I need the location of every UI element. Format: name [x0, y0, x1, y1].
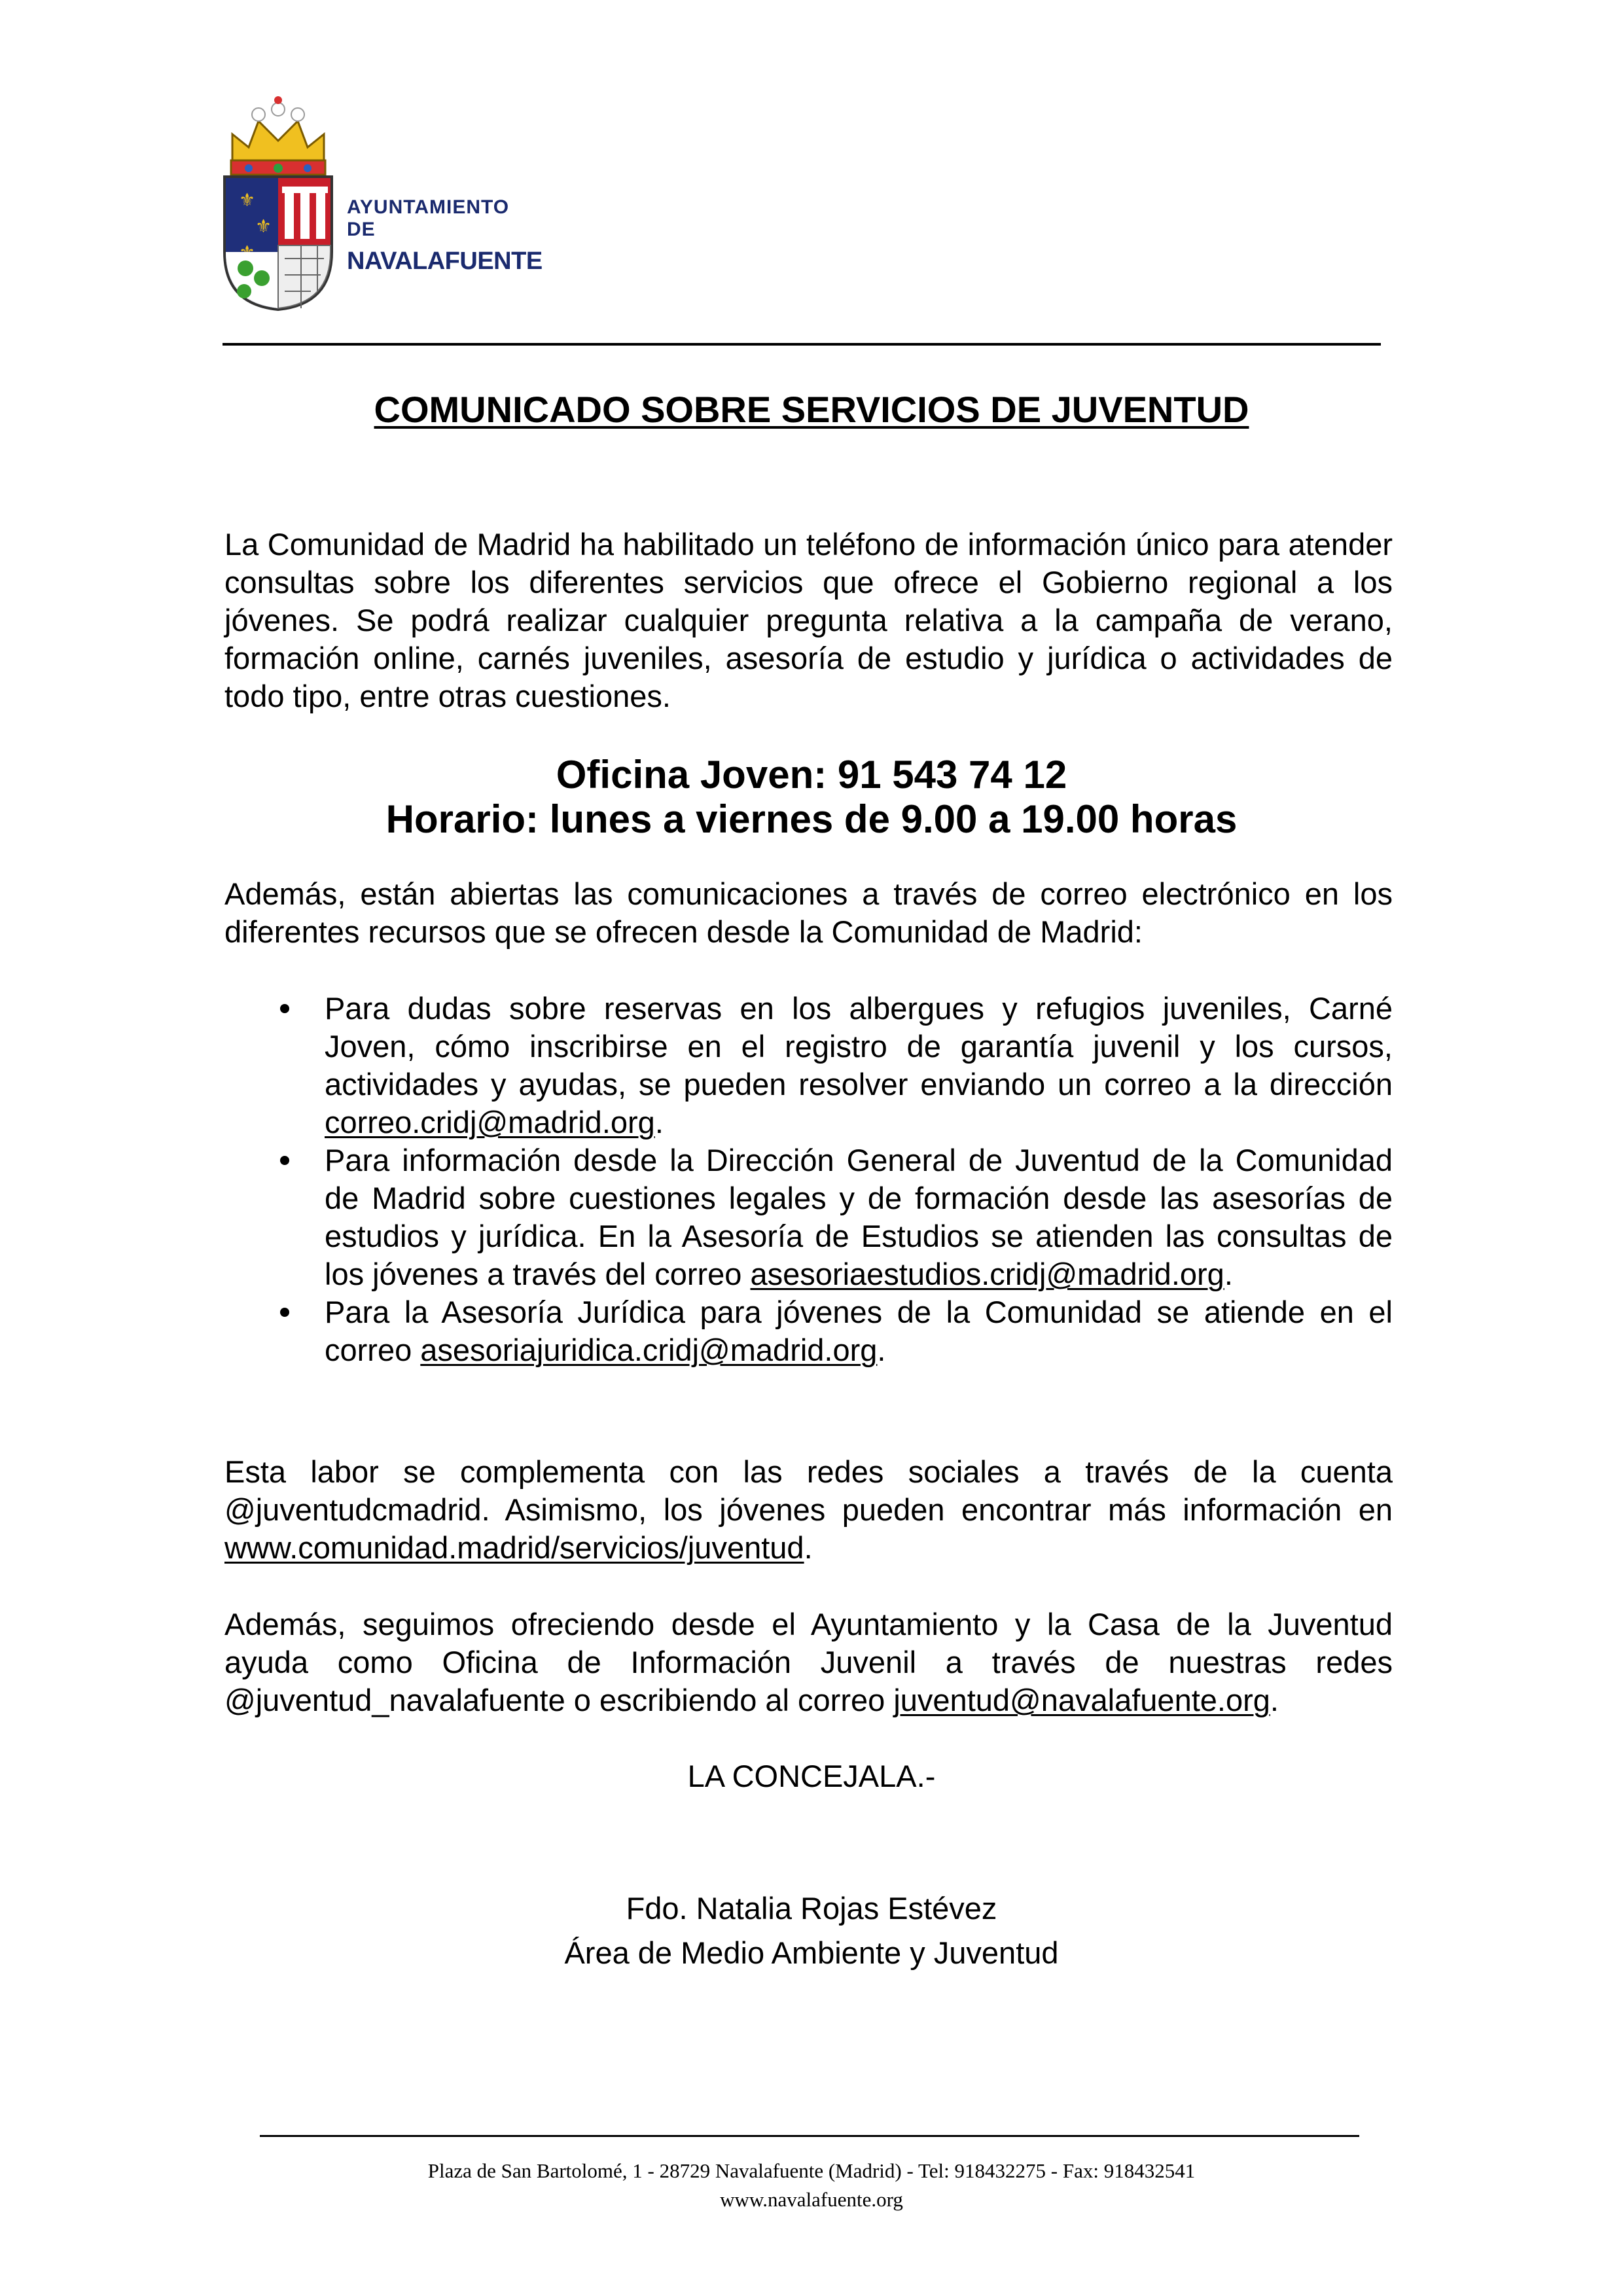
email-link-navalafuente[interactable]: juventud@navalafuente.org	[893, 1683, 1270, 1717]
contact-highlight	[0, 753, 1623, 842]
hours-line: Horario: lunes a viernes de 9.00 a 19.00 horas	[385, 797, 1238, 841]
email-intro-paragraph: Además, están abiertas las comunicaciones a través de correo electrónico en los diferentes recursos que se ofrecen desde la Comunidad de Madrid:	[224, 876, 1393, 949]
email-link-cridj[interactable]: correo.cridj@madrid.org	[325, 1105, 655, 1139]
bullet-icon	[280, 1004, 289, 1013]
list-item-punct: .	[877, 1333, 886, 1367]
footer-divider	[260, 2135, 1359, 2137]
logo-text	[347, 196, 543, 276]
bullet-icon	[280, 1308, 289, 1317]
email-link-asesoria-estudios[interactable]: asesoriaestudios.cridj@madrid.org	[750, 1257, 1224, 1291]
svg-text:⚜: ⚜	[255, 215, 272, 237]
intro-paragraph: La Comunidad de Madrid ha habilitado un teléfono de información único para atender consultas sobre los diferentes servicios que ofrece el Gobierno regional a los jóvenes. Se podrá realizar cualquier pregunta relativa a la campaña de verano, formación online, carnés juveniles, asesoría de estudio y jurídica o actividades de todo tipo, entre otras cuestiones.	[224, 527, 1393, 713]
phone-line: Oficina Joven: 91 543 74 12	[556, 753, 1067, 797]
header-divider	[223, 343, 1381, 346]
svg-text:⚜: ⚜	[239, 189, 256, 211]
signature-department: Área de Medio Ambiente y Juventud	[564, 1935, 1059, 1970]
coat-of-arms-icon	[219, 95, 337, 311]
footer-website[interactable]: www.navalafuente.org	[720, 2188, 903, 2211]
social-punct: .	[804, 1530, 813, 1565]
social-text: Esta labor se complementa con las redes sociales a través de la cuenta @juventudcmadrid. Asimismo, los jóvenes pueden encontrar más información en	[224, 1454, 1393, 1527]
list-item-punct: .	[654, 1105, 664, 1139]
social-paragraph	[224, 1453, 1393, 1567]
list-item-punct: .	[1224, 1257, 1233, 1291]
municipality-logo	[219, 95, 543, 311]
list-item	[224, 990, 1393, 1141]
list-item-text: Para dudas sobre reservas en los albergues y refugios juveniles, Carné Joven, cómo inscribirse en el registro de garantía juvenil y los cursos, actividades y ayudas, se pueden resolver enviando un correo a la dirección	[325, 991, 1393, 1102]
list-item-text: Para la Asesoría Jurídica para jóvenes de la Comunidad se atiende en el correo	[325, 1295, 1393, 1367]
list-item	[224, 1141, 1393, 1293]
website-link-comunidad[interactable]: www.comunidad.madrid/servicios/juventud	[224, 1530, 804, 1565]
email-resources-list	[224, 990, 1393, 1369]
logo-line1: AYUNTAMIENTO DE	[347, 196, 510, 240]
local-paragraph	[224, 1605, 1393, 1719]
signature-name: Fdo. Natalia Rojas Estévez	[626, 1891, 997, 1926]
list-item-text: Para información desde la Dirección General de Juventud de la Comunidad de Madrid sobre cuestiones legales y de formación desde las asesorías de estudios y jurídica. En la Asesoría de Estudios se atienden las consultas de los jóvenes a través del correo	[325, 1143, 1393, 1291]
document-title-text: COMUNICADO SOBRE SERVICIOS DE JUVENTUD	[374, 389, 1249, 430]
document-title	[0, 388, 1623, 431]
local-punct: .	[1270, 1683, 1279, 1717]
local-text: Además, seguimos ofreciendo desde el Ayuntamiento y la Casa de la Juventud ayuda como Oficina de Información Juvenil a través de nuestras redes @juventud_navalafuente o escribiendo al correo	[224, 1607, 1393, 1717]
footer-address: Plaza de San Bartolomé, 1 - 28729 Navalafuente (Madrid) - Tel: 918432275 - Fax: 918432541	[427, 2159, 1196, 2182]
bullet-icon	[280, 1156, 289, 1165]
list-item	[224, 1293, 1393, 1369]
email-link-asesoria-juridica[interactable]: asesoriajuridica.cridj@madrid.org	[420, 1333, 878, 1367]
signature-role: LA CONCEJALA.-	[687, 1759, 936, 1793]
logo-line2: NAVALAFUENTE	[347, 247, 543, 275]
